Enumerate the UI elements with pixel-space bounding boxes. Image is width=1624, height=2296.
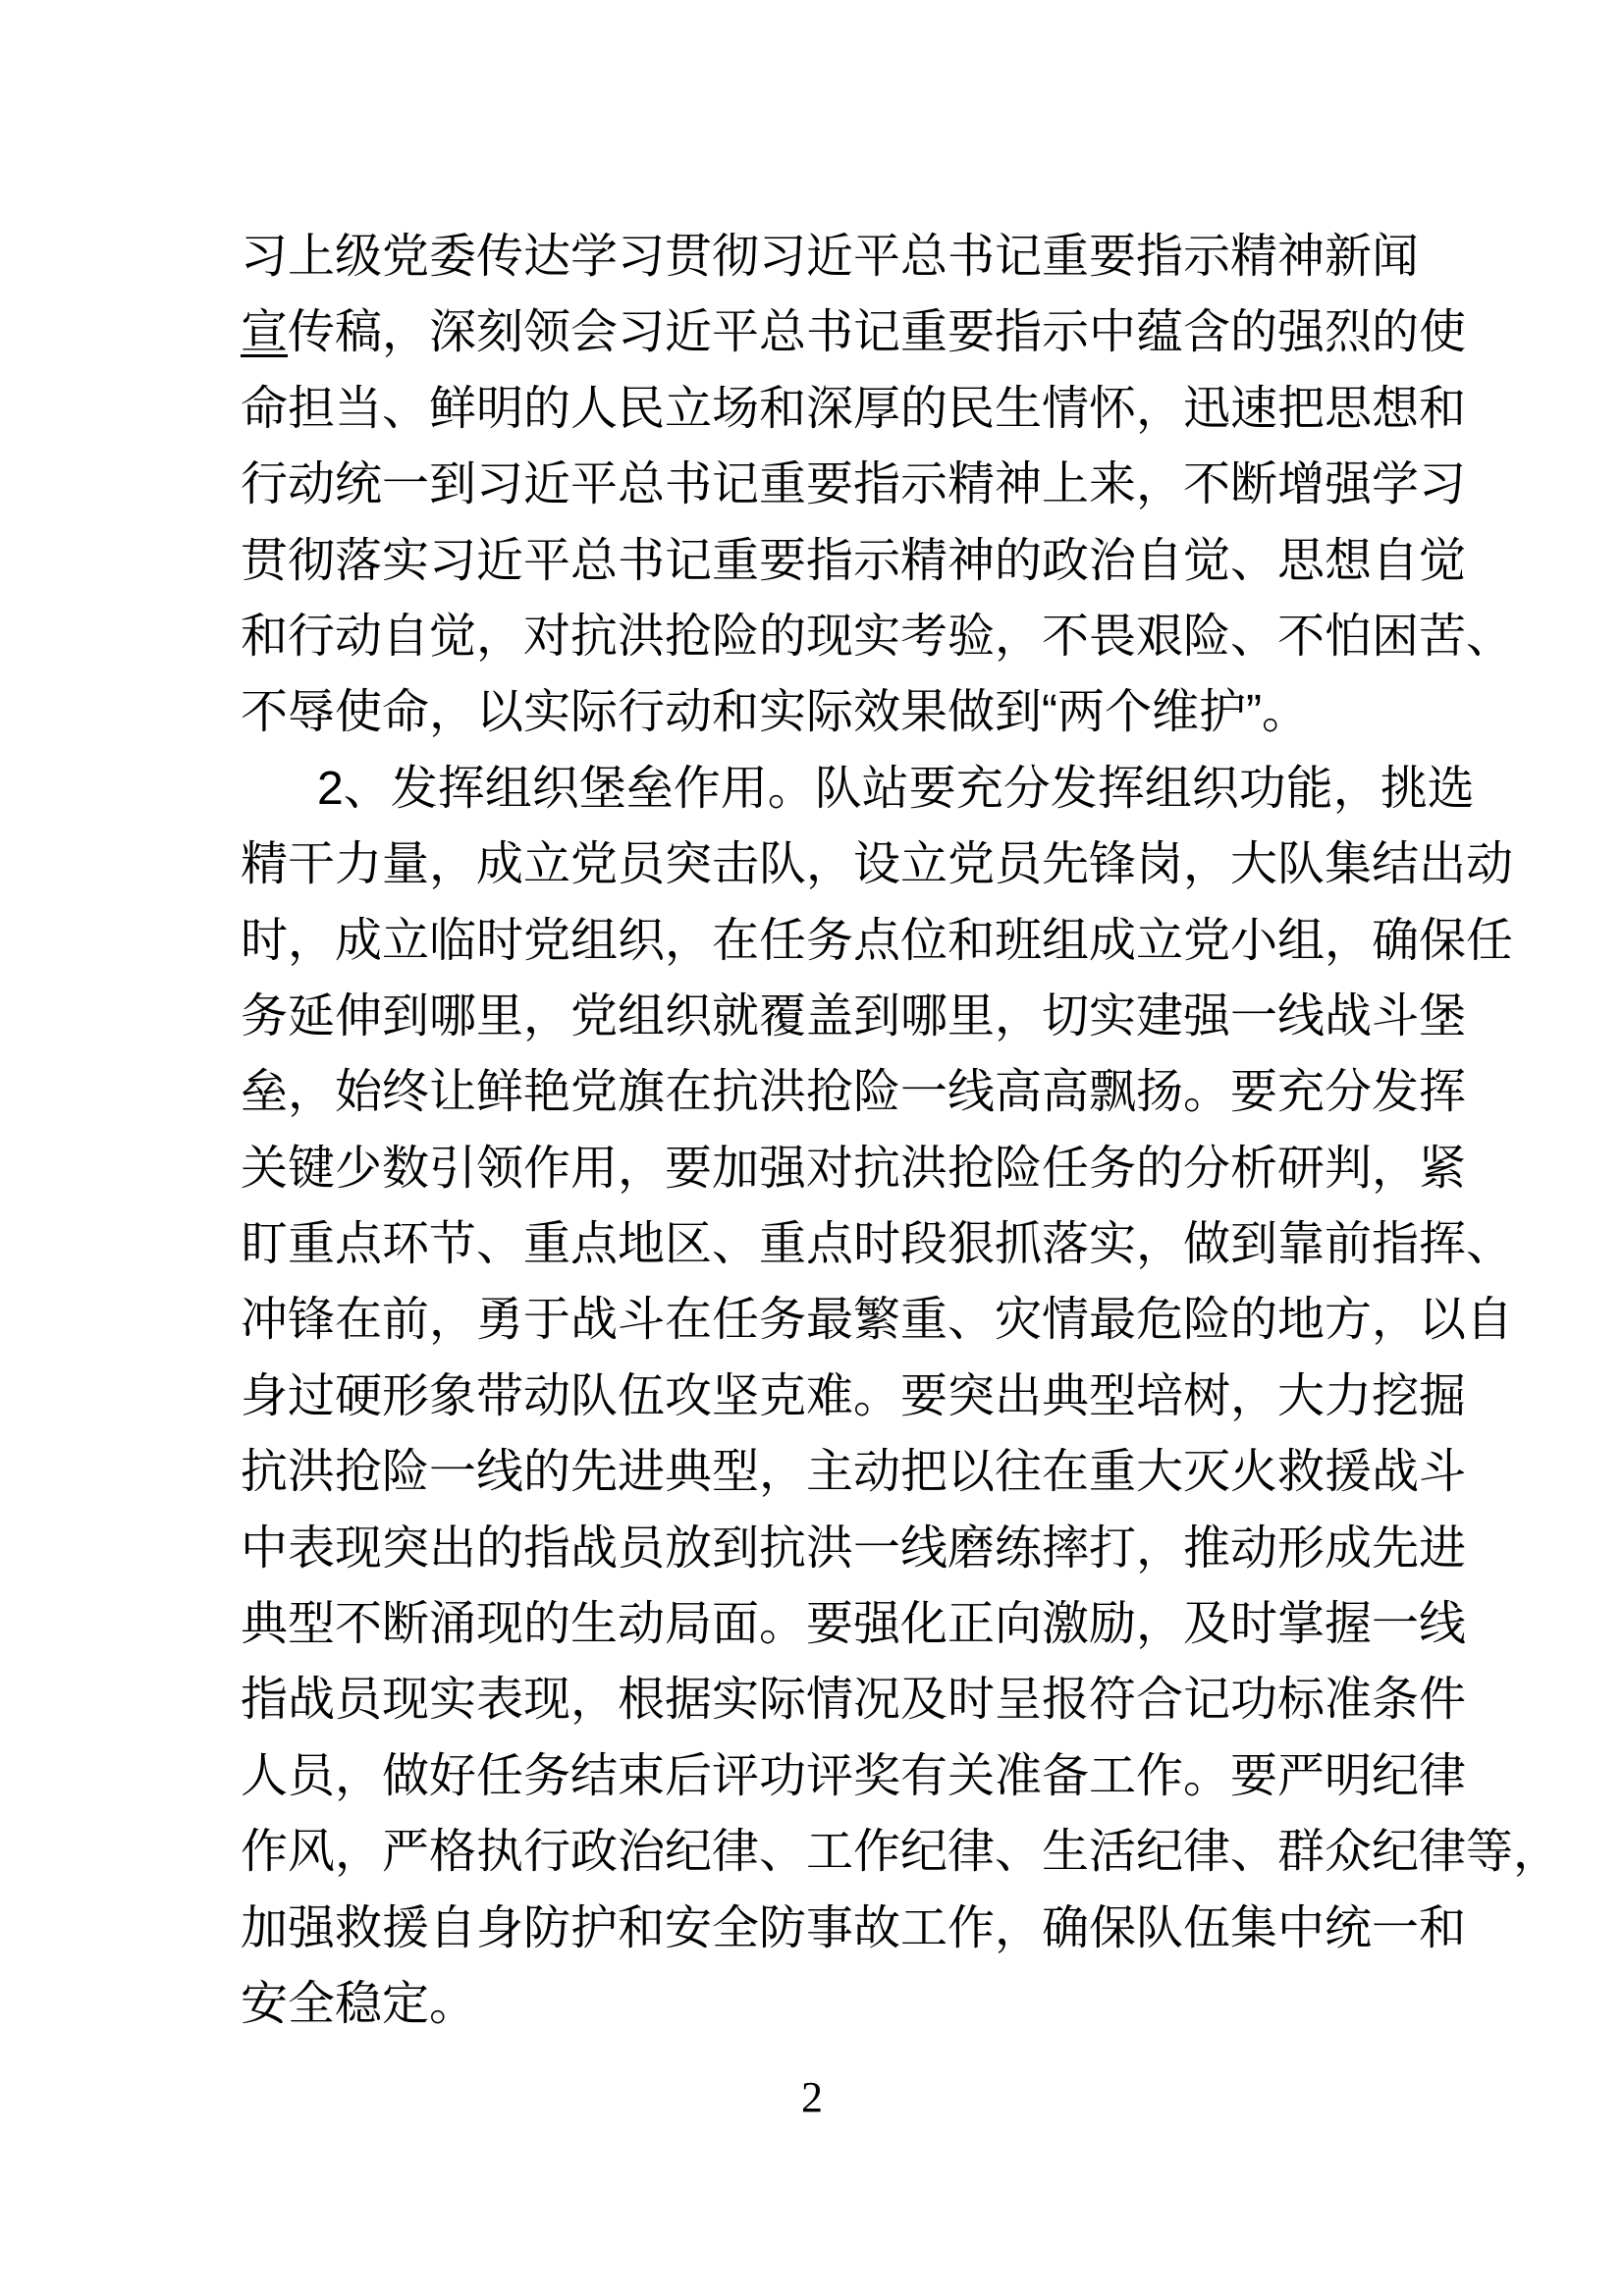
text-line: 不辱使命，以实际行动和实际效果做到“两个维护”。 bbox=[241, 686, 1309, 739]
text-line: 贯彻落实习近平总书记重要指示精神的政治自觉、思想自觉 bbox=[241, 534, 1467, 587]
text-line: 时，成立临时党组织，在任务点位和班组成立党小组，确保任 bbox=[241, 914, 1514, 967]
text-line: 中表现突出的指战员放到抗洪一线磨练摔打，推动形成先进 bbox=[241, 1522, 1467, 1575]
text-line: 垒，始终让鲜艳党旗在抗洪抢险一线高高飘扬。要充分发挥 bbox=[241, 1066, 1467, 1119]
text-line: 命担当、鲜明的人民立场和深厚的民生情怀，迅速把思想和 bbox=[241, 382, 1467, 435]
text-line: 精干力量，成立党员突击队，设立党员先锋岗，大队集结出动 bbox=[241, 838, 1514, 891]
text-line: 抗洪抢险一线的先进典型，主动把以往在重大灭火救援战斗 bbox=[241, 1446, 1467, 1499]
text-line: 指战员现实表现，根据实际情况及时呈报符合记功标准条件 bbox=[241, 1674, 1467, 1727]
text-line: 作风，严格执行政治纪律、工作纪律、生活纪律、群众纪律等， bbox=[241, 1826, 1561, 1879]
text-line: 习上级党委传达学习贯彻习近平总书记重要指示精神新闻 bbox=[241, 231, 1420, 283]
text-line: 冲锋在前，勇于战斗在任务最繁重、灾情最危险的地方，以自 bbox=[241, 1294, 1514, 1347]
text-line: 典型不断涌现的生动局面。要强化正向激励，及时掌握一线 bbox=[241, 1598, 1467, 1651]
text-line: 务延伸到哪里，党组织就覆盖到哪里，切实建强一线战斗堡 bbox=[241, 989, 1467, 1042]
text-line: 关键少数引领作用，要加强对抗洪抢险任务的分析研判，紧 bbox=[241, 1142, 1467, 1195]
text-line: 人员，做好任务结束后评功评奖有关准备工作。要严明纪律 bbox=[241, 1749, 1467, 1802]
text-line: 2、发挥组织堡垒作用。队站要充分发挥组织功能，挑选 bbox=[317, 762, 1475, 815]
text-line: 和行动自觉，对抗洪抢险的现实考验，不畏艰险、不怕困苦、 bbox=[241, 610, 1514, 663]
text-line: 宣传稿，深刻领会习近平总书记重要指示中蕴含的强烈的使 bbox=[241, 306, 1467, 359]
document-text-block bbox=[241, 219, 1561, 2042]
text-line: 行动统一到习近平总书记重要指示精神上来，不断增强学习 bbox=[241, 458, 1467, 511]
underlined-text: 宣 bbox=[241, 306, 289, 359]
text-line: 安全稳定。 bbox=[241, 1977, 477, 2030]
page-number: 2 bbox=[801, 2073, 823, 2121]
text-line: 身过硬形象带动队伍攻坚克难。要突出典型培树，大力挖掘 bbox=[241, 1369, 1467, 1422]
text-line: 加强救援自身防护和安全防事故工作，确保队伍集中统一和 bbox=[241, 1901, 1467, 1954]
text-line: 盯重点环节、重点地区、重点时段狠抓落实，做到靠前指挥、 bbox=[241, 1218, 1514, 1271]
